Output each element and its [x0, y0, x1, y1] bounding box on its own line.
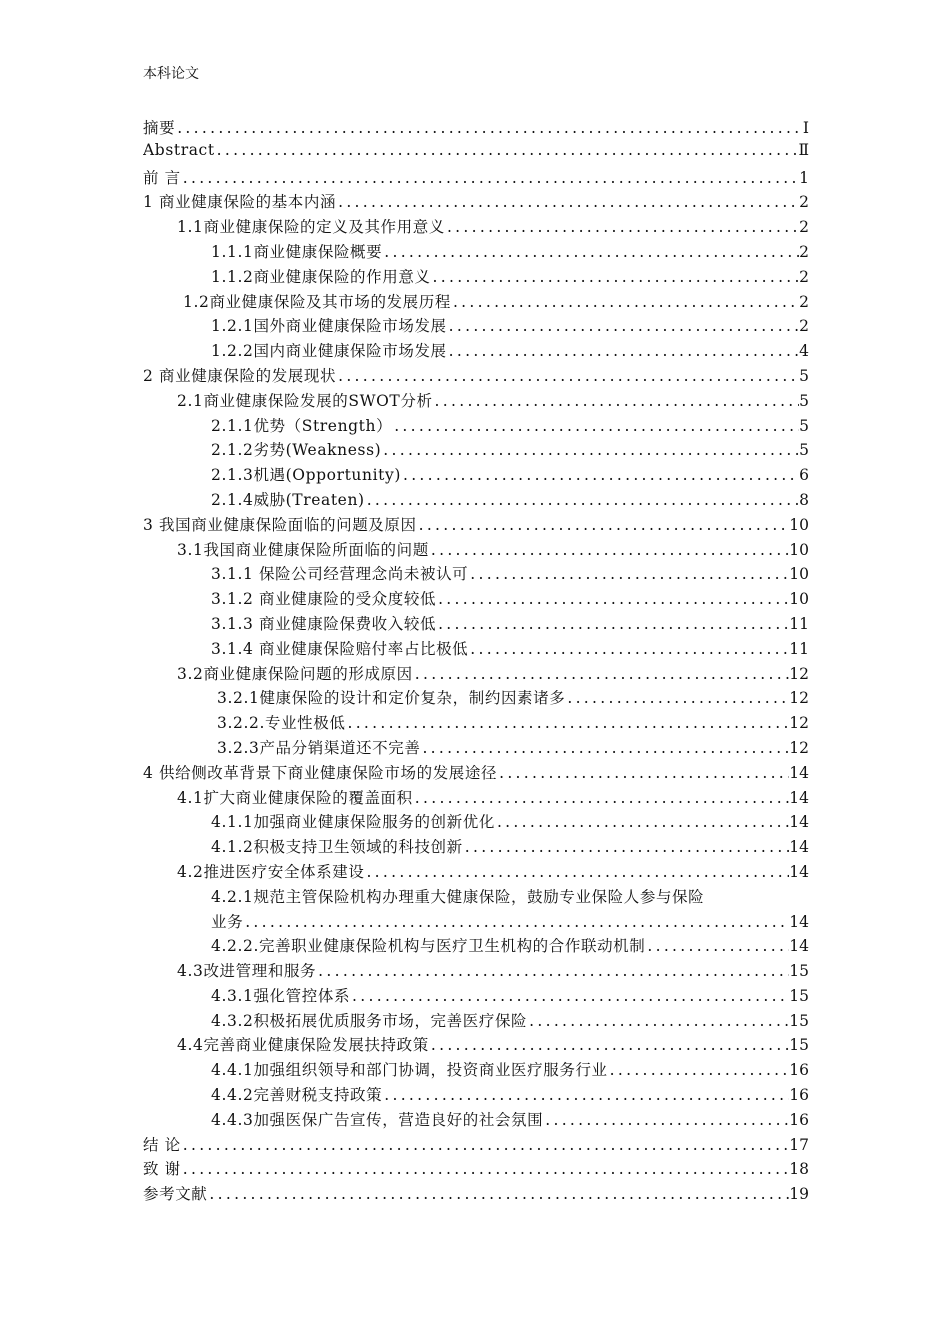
toc-label: 4.3.2积极拓展优质服务市场，完善医疗保险 — [211, 1011, 528, 1030]
toc-label: 4.1扩大商业健康保险的覆盖面积 — [177, 788, 413, 807]
toc-page: 14 — [789, 838, 809, 857]
toc-entry-3-1[interactable] — [143, 538, 809, 563]
toc-entry-2-1-3[interactable] — [143, 463, 809, 488]
toc-page: 16 — [789, 1110, 809, 1129]
toc-leader — [413, 665, 790, 683]
toc-entry-4-4-1[interactable] — [143, 1058, 809, 1083]
toc-entry-1-2[interactable] — [143, 290, 809, 315]
toc-label: 4.2推进医疗安全体系建设 — [177, 862, 365, 881]
toc-leader — [468, 565, 789, 583]
toc-entry-4-2-1[interactable] — [143, 910, 809, 935]
toc-label: 3.2.2.专业性极低 — [217, 714, 346, 733]
toc-page: Ⅱ — [798, 140, 809, 159]
toc-label: 4.3.1强化管控体系 — [211, 986, 351, 1005]
toc-leader — [350, 987, 789, 1005]
toc-page: 14 — [789, 912, 809, 931]
toc-leader — [497, 764, 789, 782]
toc-page: 18 — [789, 1160, 809, 1179]
toc-entry-3-2[interactable] — [143, 662, 809, 687]
toc-leader — [445, 218, 799, 236]
toc-entry-abstract-en[interactable] — [143, 141, 809, 166]
toc-page: 14 — [789, 763, 809, 782]
toc-entry-2-1-4[interactable] — [143, 488, 809, 513]
toc-entry-4-1[interactable] — [143, 786, 809, 811]
toc-entry-chapter-2[interactable] — [143, 364, 809, 389]
toc-entry-chapter-3[interactable] — [143, 513, 809, 538]
toc-entry-1-2-2[interactable] — [143, 339, 809, 364]
toc-label: 4 供给侧改革背景下商业健康保险市场的发展途径 — [143, 763, 498, 782]
toc-leader — [365, 491, 799, 509]
toc-label: 3.2.3产品分销渠道还不完善 — [217, 738, 421, 757]
toc-page: 2 — [799, 218, 809, 237]
toc-label: 1.1.2商业健康保险的作用意义 — [211, 267, 431, 286]
toc-label: 结 论 — [143, 1135, 181, 1154]
toc-leader — [382, 243, 799, 261]
toc-leader — [413, 789, 790, 807]
toc-entry-3-1-3[interactable] — [143, 612, 809, 637]
toc-leader — [463, 838, 790, 856]
toc-page: 2 — [799, 267, 809, 286]
toc-entry-chapter-4[interactable] — [143, 761, 809, 786]
toc-page: 11 — [789, 639, 809, 658]
toc-label: 参考文献 — [143, 1185, 208, 1204]
toc-leader — [495, 813, 789, 831]
toc-entry-abstract-cn[interactable] — [143, 116, 809, 141]
toc-leader — [429, 541, 789, 559]
toc-page: 12 — [789, 664, 809, 683]
toc-entry-4-4-2[interactable] — [143, 1083, 809, 1108]
toc-label: 2.1商业健康保险发展的SWOT分析 — [177, 391, 433, 410]
toc-leader — [345, 714, 789, 732]
toc-label: 3.1我国商业健康保险所面临的问题 — [177, 540, 429, 559]
toc-label: 1.1.1商业健康保险概要 — [211, 242, 383, 261]
toc-page: 16 — [789, 1086, 809, 1105]
toc-label: 3.2.1健康保险的设计和定价复杂，制约因素诸多 — [217, 689, 566, 708]
table-of-contents — [143, 116, 809, 1207]
toc-leader — [181, 169, 799, 187]
toc-entry-4-1-2[interactable] — [143, 835, 809, 860]
toc-page: 5 — [799, 366, 809, 385]
toc-label: 4.3改进管理和服务 — [177, 962, 317, 981]
toc-entry-1-2-1[interactable] — [143, 314, 809, 339]
toc-leader — [364, 863, 789, 881]
toc-page: Ⅰ — [802, 119, 809, 137]
toc-page: 5 — [799, 416, 809, 435]
toc-page: 6 — [799, 466, 809, 485]
toc-label: 4.4完善商业健康保险发展扶持政策 — [177, 1036, 429, 1055]
toc-label: 4.2.2.完善职业健康保险机构与医疗卫生机构的合作联动机制 — [211, 937, 646, 956]
toc-entry-3-2-1[interactable] — [143, 686, 809, 711]
toc-leader — [392, 417, 799, 435]
toc-page: 15 — [789, 1011, 809, 1030]
toc-entry-conclusion[interactable] — [143, 1133, 809, 1158]
page-header: 本科论文 — [143, 66, 199, 82]
toc-label: 4.4.3加强医保广告宣传，营造良好的社会氛围 — [211, 1110, 544, 1129]
toc-label: 3 我国商业健康保险面临的问题及原因 — [143, 515, 417, 534]
toc-label: 2 商业健康保险的发展现状 — [143, 366, 337, 385]
toc-leader — [608, 1061, 790, 1079]
toc-label: 1 商业健康保险的基本内涵 — [143, 193, 337, 212]
toc-page: 2 — [799, 242, 809, 261]
toc-leader — [468, 640, 789, 658]
toc-entry-4-3-2[interactable] — [143, 1009, 809, 1034]
toc-entry-4-1-1[interactable] — [143, 810, 809, 835]
toc-page: 4 — [799, 342, 809, 361]
toc-label: 3.1.4 商业健康保险赔付率占比极低 — [211, 639, 469, 658]
toc-label: 4.4.2完善财税支持政策 — [211, 1086, 383, 1105]
toc-entry-3-1-1[interactable] — [143, 562, 809, 587]
toc-entry-4-2-2[interactable] — [143, 934, 809, 959]
toc-entry-1-1-1[interactable] — [143, 240, 809, 265]
toc-leader — [447, 342, 799, 360]
toc-leader — [401, 466, 799, 484]
toc-label: 4.1.1加强商业健康保险服务的创新优化 — [211, 813, 495, 832]
toc-entry-references[interactable] — [143, 1182, 809, 1207]
toc-leader — [543, 1111, 789, 1129]
toc-entry-4-3-1[interactable] — [143, 984, 809, 1009]
toc-page: 12 — [789, 738, 809, 757]
toc-page: 2 — [799, 292, 809, 311]
toc-label: 1.1商业健康保险的定义及其作用意义 — [177, 218, 445, 237]
toc-leader — [420, 739, 789, 757]
toc-page: 15 — [789, 1036, 809, 1055]
toc-leader — [215, 141, 799, 159]
toc-page: 14 — [789, 862, 809, 881]
toc-page: 10 — [789, 515, 809, 534]
toc-leader — [175, 119, 803, 137]
toc-page: 12 — [789, 689, 809, 708]
toc-leader — [429, 1036, 789, 1054]
toc-leader — [433, 392, 800, 410]
toc-leader — [381, 441, 799, 459]
toc-label: 致 谢 — [143, 1160, 181, 1179]
toc-page: 17 — [789, 1135, 809, 1154]
toc-entry-4-2[interactable] — [143, 860, 809, 885]
toc-page: 14 — [789, 937, 809, 956]
toc-leader — [181, 1160, 790, 1178]
toc-leader — [336, 367, 799, 385]
toc-page: 5 — [799, 441, 809, 460]
toc-entry-2-1-1[interactable] — [143, 414, 809, 439]
toc-page: 2 — [799, 317, 809, 336]
toc-leader — [436, 615, 789, 633]
toc-entry-preface[interactable] — [143, 166, 809, 191]
toc-label: 业务 — [211, 912, 244, 931]
toc-page: 11 — [789, 614, 809, 633]
toc-leader — [527, 1012, 789, 1030]
toc-label: 2.1.4威胁(Treaten) — [211, 490, 365, 509]
toc-leader — [447, 317, 799, 335]
toc-page: 8 — [799, 490, 809, 509]
toc-page: 10 — [789, 540, 809, 559]
toc-label: 前 言 — [143, 168, 181, 187]
toc-entry-3-2-3[interactable] — [143, 736, 809, 761]
toc-entry-3-1-4[interactable] — [143, 637, 809, 662]
toc-page: 14 — [789, 813, 809, 832]
toc-leader — [451, 293, 799, 311]
toc-entry-2-1[interactable] — [143, 389, 809, 414]
toc-leader — [243, 913, 789, 931]
toc-page: 5 — [799, 391, 809, 410]
toc-leader — [565, 689, 789, 707]
toc-label: 1.2商业健康保险及其市场的发展历程 — [183, 292, 451, 311]
toc-label: Abstract — [143, 140, 215, 159]
toc-entry-3-2-2[interactable] — [143, 711, 809, 736]
toc-label: 3.1.2 商业健康险的受众度较低 — [211, 590, 437, 609]
toc-page: 2 — [799, 193, 809, 212]
toc-leader — [645, 937, 789, 955]
toc-label: 摘要 — [143, 119, 176, 137]
toc-label: 4.4.1加强组织领导和部门协调，投资商业医疗服务行业 — [211, 1061, 608, 1080]
toc-entry-4-4[interactable] — [143, 1033, 809, 1058]
toc-entry-acknowledgements[interactable] — [143, 1157, 809, 1182]
toc-entry-1-1[interactable] — [143, 215, 809, 240]
toc-entry-3-1-2[interactable] — [143, 587, 809, 612]
toc-label: 3.1.1 保险公司经营理念尚未被认可 — [211, 565, 469, 584]
toc-page: 1 — [799, 168, 809, 187]
toc-label: 3.1.3 商业健康险保费收入较低 — [211, 614, 437, 633]
toc-leader — [181, 1136, 790, 1154]
toc-entry-chapter-1[interactable] — [143, 190, 809, 215]
toc-leader — [316, 962, 789, 980]
toc-page: 14 — [789, 788, 809, 807]
toc-entry-4-4-3[interactable] — [143, 1108, 809, 1133]
toc-leader — [436, 590, 789, 608]
toc-leader — [431, 268, 800, 286]
toc-leader — [382, 1086, 789, 1104]
toc-page: 15 — [789, 986, 809, 1005]
toc-label: 1.2.2国内商业健康保险市场发展 — [211, 342, 447, 361]
toc-leader — [417, 516, 790, 534]
toc-page: 12 — [789, 714, 809, 733]
toc-leader — [207, 1185, 789, 1203]
toc-label: 3.2商业健康保险问题的形成原因 — [177, 664, 413, 683]
toc-page: 10 — [789, 590, 809, 609]
toc-label: 2.1.2劣势(Weakness) — [211, 441, 382, 460]
toc-leader — [336, 193, 799, 211]
toc-entry-4-2-1-line1[interactable]: 4.2.1规范主管保险机构办理重大健康保险，鼓励专业保险人参与保险 — [211, 887, 705, 906]
toc-page: 16 — [789, 1061, 809, 1080]
toc-label: 4.1.2积极支持卫生领域的科技创新 — [211, 838, 463, 857]
toc-label: 2.1.1优势（Strength） — [211, 416, 393, 435]
toc-page: 10 — [789, 565, 809, 584]
toc-page: 19 — [789, 1185, 809, 1204]
toc-label: 2.1.3机遇(Opportunity) — [211, 466, 401, 485]
toc-page: 15 — [789, 962, 809, 981]
toc-entry-1-1-2[interactable] — [143, 265, 809, 290]
toc-entry-2-1-2[interactable] — [143, 438, 809, 463]
toc-label: 1.2.1国外商业健康保险市场发展 — [211, 317, 447, 336]
toc-entry-4-3[interactable] — [143, 959, 809, 984]
